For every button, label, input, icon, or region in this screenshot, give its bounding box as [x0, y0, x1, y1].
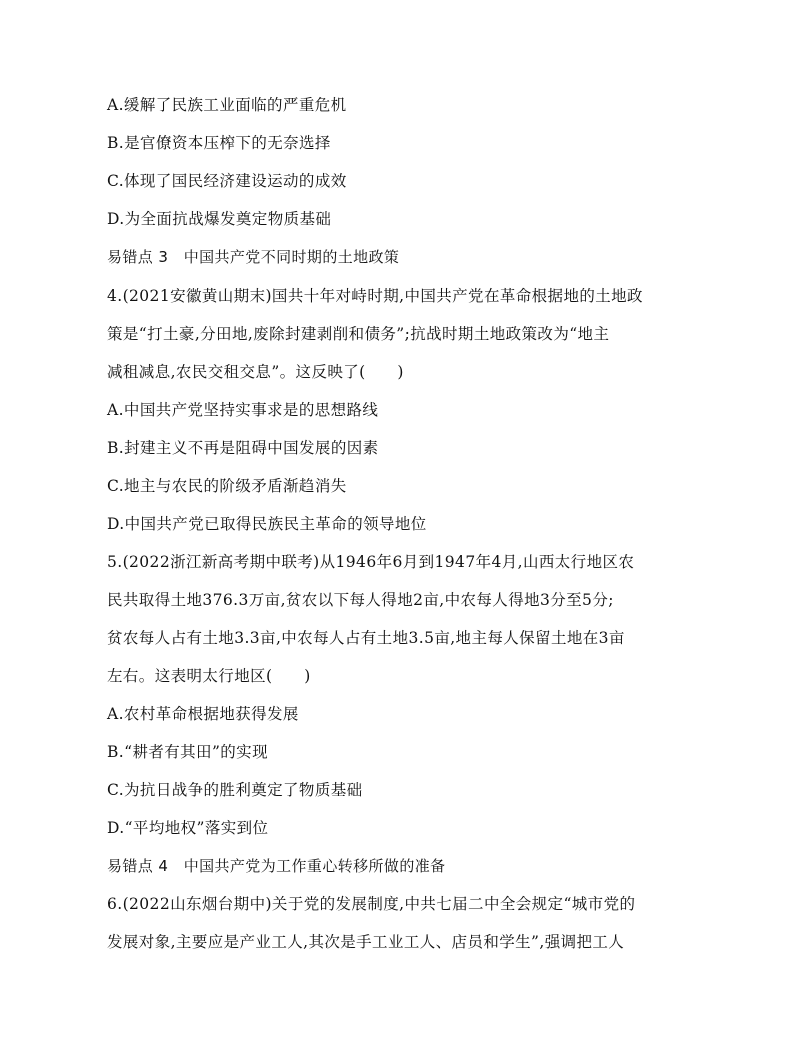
question-5-option-d: D.“平均地权”落实到位 — [107, 819, 269, 837]
question-4-stem-line: 策是“打土豪,分田地,废除封建剥削和债务”;抗战时期土地政策改为“地主 — [107, 325, 610, 343]
question-6-stem-line: 发展对象,主要应是产业工人,其次是手工业工人、店员和学生”,强调把工人 — [107, 933, 625, 951]
question-5-option-c: C.为抗日战争的胜利奠定了物质基础 — [107, 781, 363, 799]
section-heading: 易错点 4 中国共产党为工作重心转移所做的准备 — [107, 857, 446, 875]
question-5-stem-line: 左右。这表明太行地区( ) — [107, 667, 311, 685]
question-5-stem-line: 民共取得土地376.3万亩,贫农以下每人得地2亩,中农每人得地3分至5分; — [107, 591, 614, 609]
option-c: C.体现了国民经济建设运动的成效 — [107, 172, 347, 190]
option-b: B.是官僚资本压榨下的无奈选择 — [107, 134, 331, 152]
question-5-option-a: A.农村革命根据地获得发展 — [107, 705, 299, 723]
section-heading: 易错点 3 中国共产党不同时期的土地政策 — [107, 248, 400, 266]
question-4-option-a: A.中国共产党坚持实事求是的思想路线 — [107, 401, 379, 419]
question-5-stem-line: 贫农每人占有土地3.3亩,中农每人占有土地3.5亩,地主每人保留土地在3亩 — [107, 629, 625, 647]
question-6-stem-line: 6.(2022山东烟台期中)关于党的发展制度,中共七届二中全会规定“城市党的 — [107, 895, 636, 913]
question-5-option-b: B.“耕者有其田”的实现 — [107, 743, 268, 761]
option-d: D.为全面抗战爆发奠定物质基础 — [107, 210, 332, 228]
question-4-stem-line: 减租减息,农民交租交息”。这反映了( ) — [107, 363, 404, 381]
option-a: A.缓解了民族工业面临的严重危机 — [107, 96, 347, 114]
question-4-stem-line: 4.(2021安徽黄山期末)国共十年对峙时期,中国共产党在革命根据地的土地政 — [107, 287, 643, 305]
question-4-option-d: D.中国共产党已取得民族民主革命的领导地位 — [107, 515, 427, 533]
question-4-option-c: C.地主与农民的阶级矛盾渐趋消失 — [107, 477, 347, 495]
question-4-option-b: B.封建主义不再是阻碍中国发展的因素 — [107, 439, 379, 457]
question-5-stem-line: 5.(2022浙江新高考期中联考)从1946年6月到1947年4月,山西太行地区农 — [107, 553, 635, 571]
